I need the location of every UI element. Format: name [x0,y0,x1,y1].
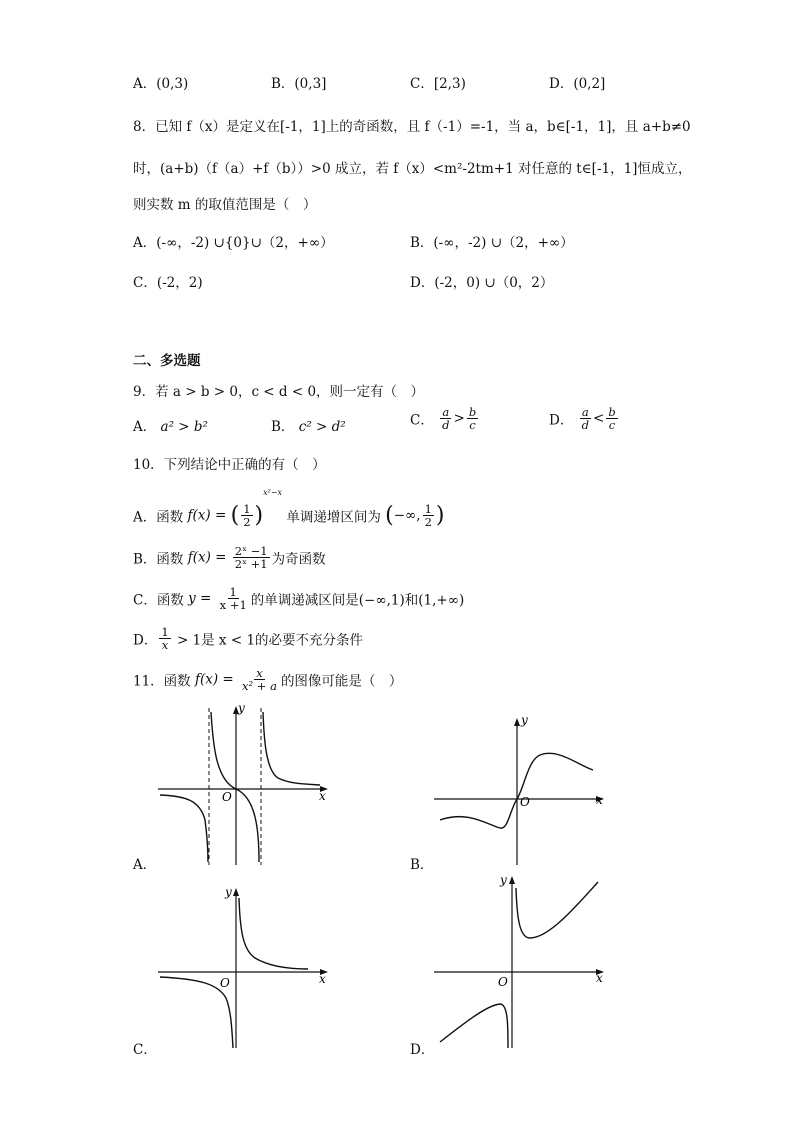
q10-c-func: y = [188,590,212,607]
q10-b-func: f(x) = [187,549,227,566]
q8-option-c[interactable]: C．(-2，2) [133,275,203,291]
q8-option-d[interactable]: D．(-2，0) ∪（0，2） [410,275,554,291]
paren-right: ) [254,503,264,528]
fraction: $\frac{1}{x}$ [161,625,169,653]
paren-left: ( [385,503,394,528]
graph-b-label[interactable]: B． [410,857,434,873]
q10-c-interval: (−∞,1)和(1,+∞) [358,592,465,609]
q8-option-b[interactable]: B．(-∞，-2) ∪（2，+∞） [410,235,574,251]
fraction: $\frac{a}{d}$ [442,405,450,433]
graph-d[interactable] [428,870,618,1052]
q10-b-suffix: 为奇函数 [271,551,326,568]
q9-option-a-expr: a² > b² [160,419,208,435]
q10-a-exponent: x²−x [263,488,283,497]
x-label: x [596,793,603,807]
origin-label: O [520,795,530,809]
q7-option-d[interactable]: D．(0,2] [549,76,606,92]
q8-stem-line2: 时，(a+b)（f（a）+f（b））>0 成立，若 f（x）<m²-2tm+1 对任意的 t∈[-1，1]恒成立， [133,161,692,177]
curve-left [440,1004,508,1048]
y-label: y [521,713,528,727]
y-axis-arrow [233,888,239,896]
q9-option-d-label: D． [549,412,574,429]
q11-prefix: 11．函数 [133,673,191,690]
x-label: x [319,972,326,986]
q10-a-func: f(x) = [187,507,227,524]
q8-stem-line1: 8．已知 f（x）是定义在[-1，1]上的奇函数，且 f（-1）=-1，当 a，b∈[-1，1]，且 a+b≠0 [133,119,691,135]
fraction: $\frac{x}{\text{x² + a}}$ [242,666,277,694]
y-axis-arrow [514,718,520,726]
fraction: $\frac{b}{c}$ [468,405,477,433]
q10-option-b[interactable] [133,545,326,570]
origin-label: O [498,975,508,989]
q10-stem: 10．下列结论中正确的有（ ） [133,457,326,473]
fraction: $\frac{1}{x +1}$ [219,585,247,613]
curve-middle [211,712,259,862]
graph-c-label[interactable]: C． [133,1042,157,1058]
q7-option-c[interactable]: C．[2,3) [410,76,466,92]
q10-b-prefix: B．函数 [133,551,184,568]
q9-option-a-label: A． [133,419,157,435]
x-label: x [596,971,603,985]
graph-d-label[interactable]: D． [410,1042,435,1058]
fraction-one-half: $\frac{1}{2}$ [243,501,251,529]
q10-option-c[interactable] [133,586,464,611]
q10-a-interval: −∞, [393,507,421,524]
y-axis-arrow [509,876,515,884]
graph-b[interactable] [428,710,618,870]
x-label: x [319,789,326,803]
q9-option-d[interactable] [549,406,620,431]
origin-label: O [222,790,232,804]
q7-option-b[interactable]: B．(0,3] [271,76,327,92]
q8-stem-line3: 则实数 m 的取值范围是（ ） [133,197,317,213]
curve-right [263,712,320,785]
paren-right: ) [435,503,445,528]
q9-option-a[interactable] [133,415,208,435]
lt-sign: < [593,410,605,427]
curve-left [160,795,208,862]
origin-label: O [220,976,230,990]
q11-suffix: 的图像可能是（ ） [280,673,403,690]
q10-d-suffix: > 1是 x < 1的必要不充分条件 [172,632,364,649]
fraction-one-half: $\frac{1}{2}$ [424,501,432,529]
q9-option-b[interactable] [271,415,346,435]
q10-option-d[interactable] [133,626,363,651]
y-label: y [500,873,507,887]
y-label: y [225,885,232,899]
q10-option-a[interactable] [133,488,445,528]
y-label: y [238,701,245,715]
fraction: $\frac{\text{2ˣ −1}}{\text{2ˣ +1}}$ [234,544,268,572]
fraction: $\frac{a}{d}$ [581,405,589,433]
q10-a-prefix: A．函数 [133,509,184,526]
q9-option-b-expr: c² > d² [298,419,346,435]
graph-c[interactable] [150,880,340,1052]
q9-option-c-label: C． [410,412,434,429]
gt-sign: > [453,410,465,427]
graph-a-label[interactable]: A． [133,857,157,873]
curve-right [239,898,308,969]
q10-c-suffix: 的单调递减区间是 [250,592,359,609]
curve-right [516,882,598,938]
paren-left: ( [230,503,240,528]
section-title: 二、多选题 [133,353,201,369]
q10-c-prefix: C．函数 [133,592,184,609]
q9-stem: 9．若 a > b > 0，c < d < 0，则一定有（ ） [133,384,425,400]
q11-stem [133,667,402,692]
q10-d-prefix: D． [133,632,158,649]
q11-func: f(x) = [194,671,234,688]
q8-option-a[interactable]: A．(-∞，-2) ∪{0}∪（2，+∞） [133,235,334,251]
fraction: $\frac{b}{c}$ [608,405,616,433]
q9-option-b-label: B． [271,419,295,435]
q9-option-c[interactable] [410,406,480,431]
q7-option-a[interactable]: A．(0,3) [133,76,189,92]
q10-a-mid: 单调递增区间为 [286,509,381,526]
graph-a[interactable] [150,700,340,870]
